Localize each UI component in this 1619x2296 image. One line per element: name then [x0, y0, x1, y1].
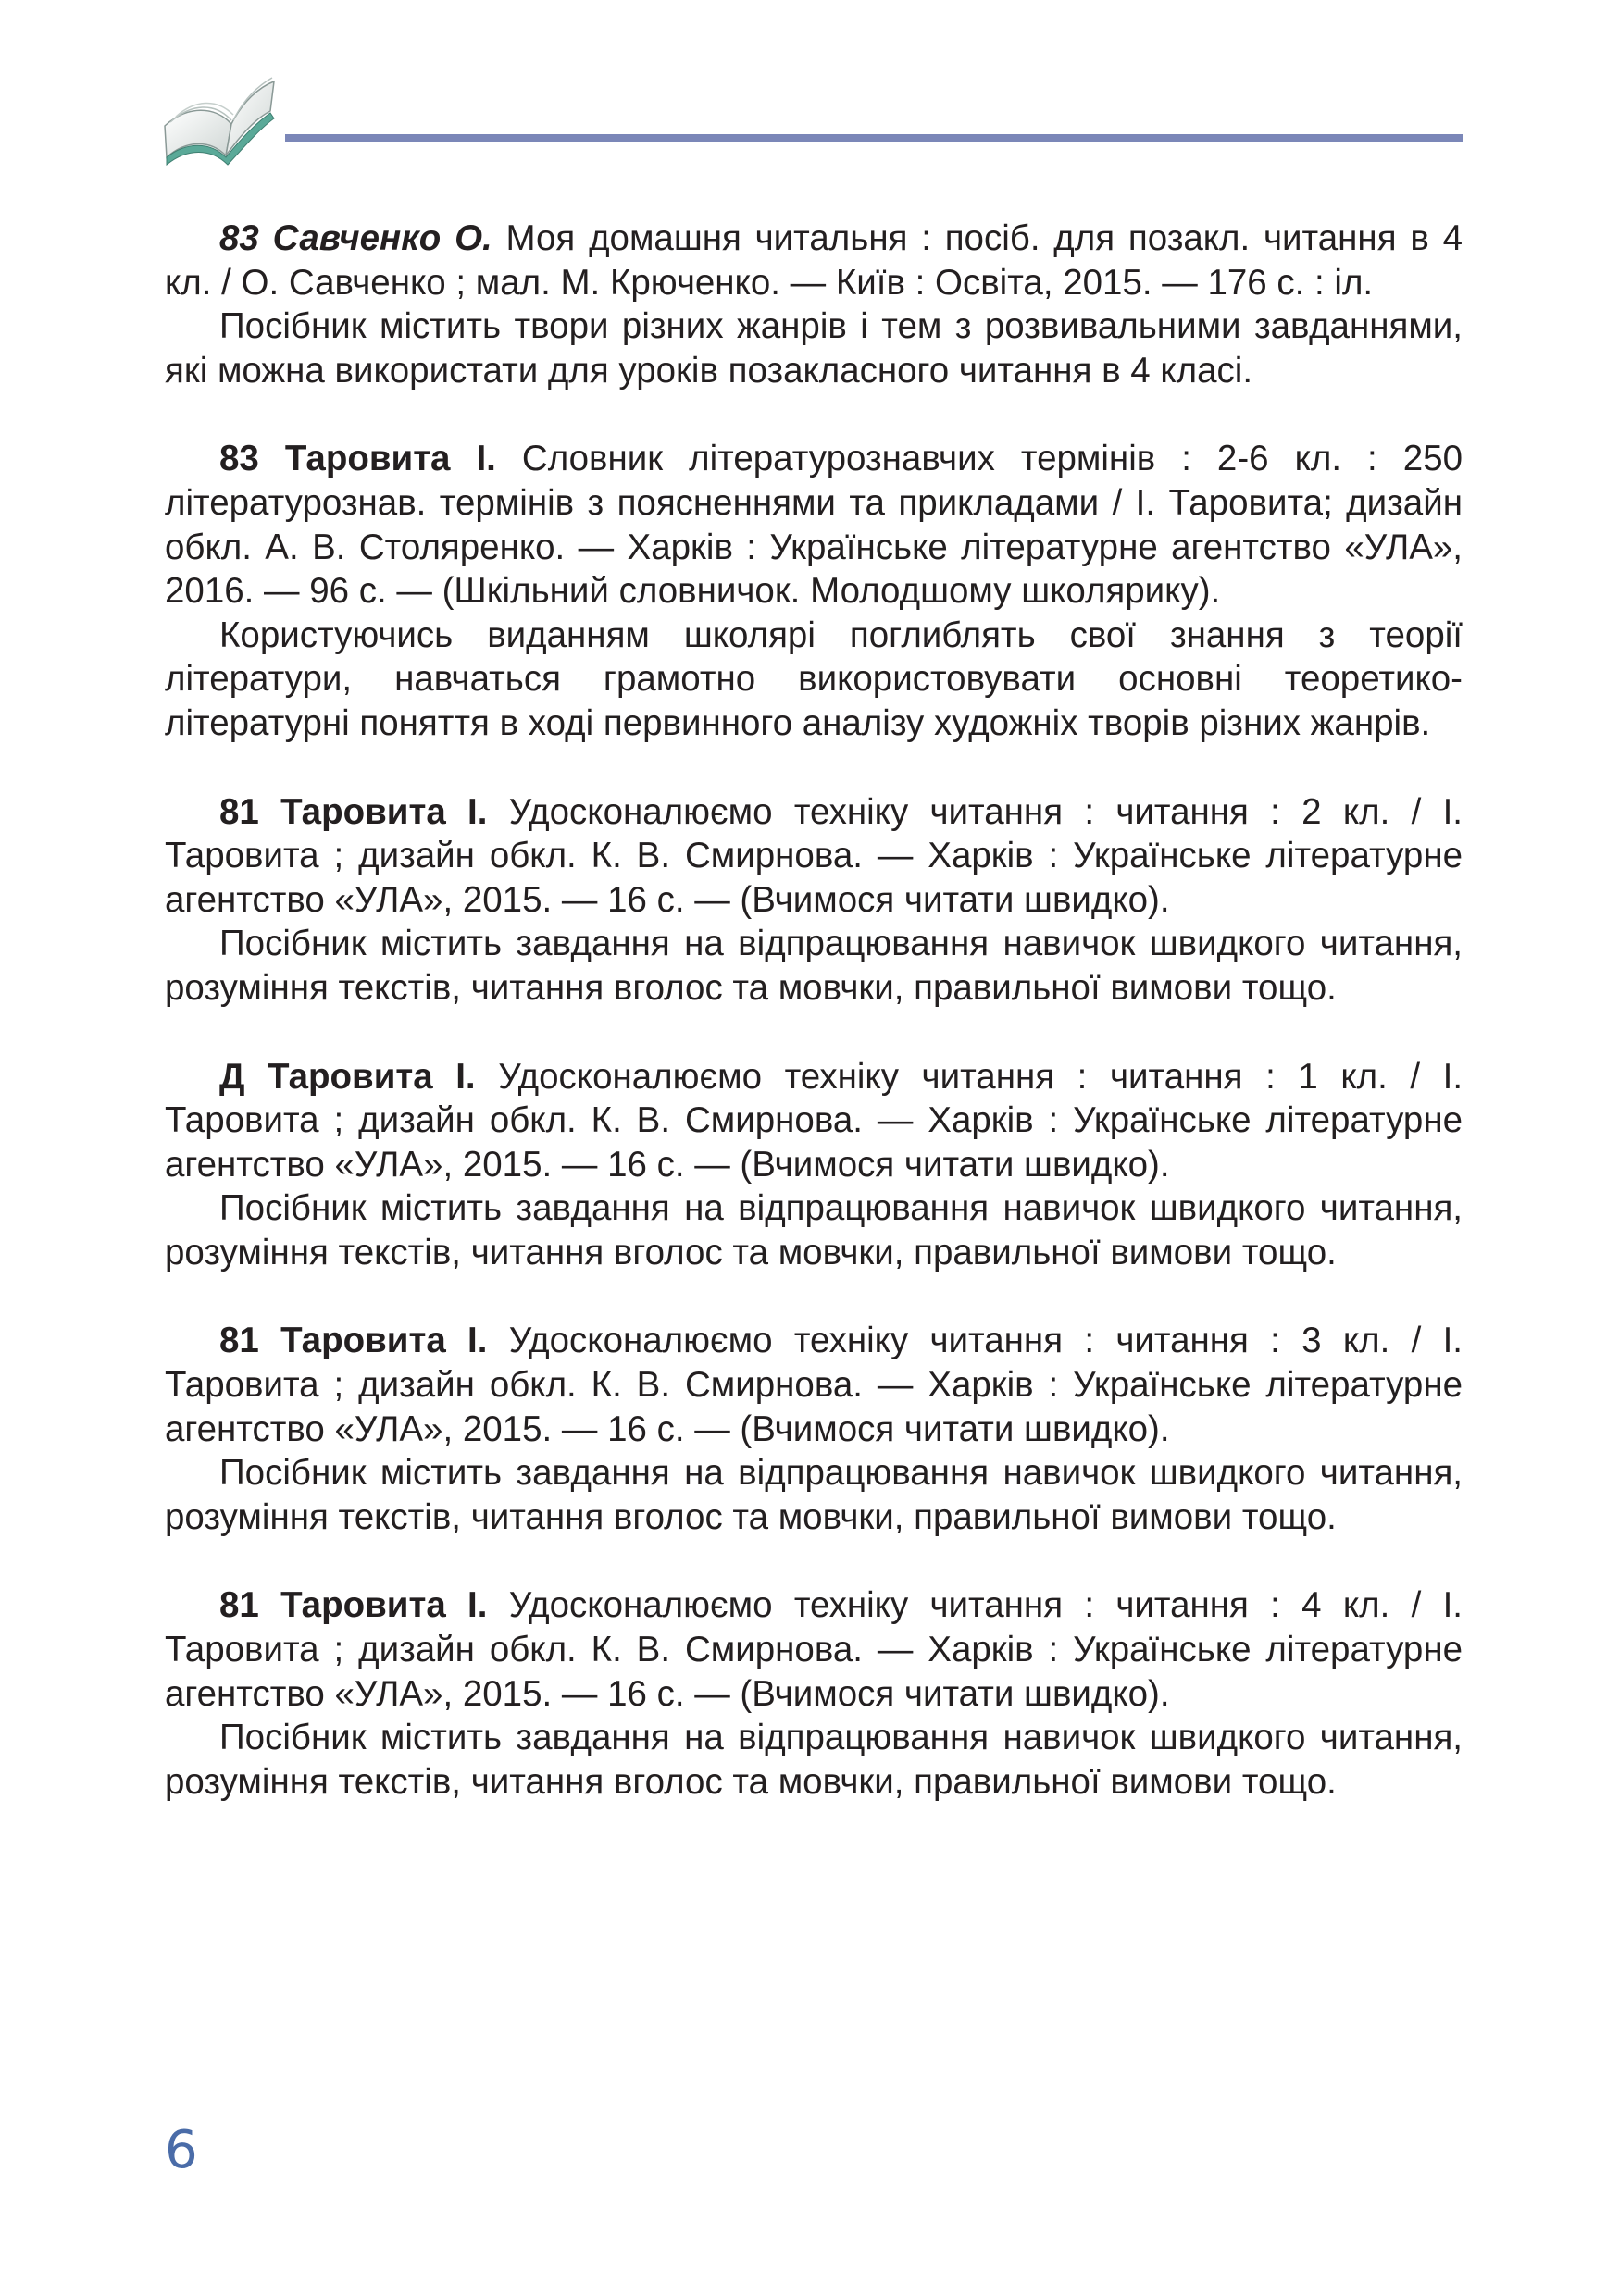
entry-author: Таровита І.: [280, 1585, 488, 1626]
entry-citation-text: Удосконалюємо техніку читання : читання : 4 кл. / І. Таровита ; дизайн обкл. К. В. Смирнова. — Харків : Українське літературне агентство «УЛА», 2015. — 16 с. — (Вчимося читати швидко).: [165, 1585, 1463, 1714]
bibliography-entry: [165, 437, 1463, 745]
entry-citation-text: Удосконалюємо техніку читання : читання : 2 кл. / І. Таровита ; дизайн обкл. К. В. Смирнова. — Харків : Українське літературне агентство «УЛА», 2015. — 16 с. — (Вчимося читати швидко).: [165, 791, 1463, 920]
entry-code: 83: [219, 218, 259, 258]
bibliography-entry: [165, 1055, 1463, 1275]
entry-code: 81: [219, 1585, 259, 1626]
entry-author: Савченко О.: [272, 218, 492, 258]
entry-citation: [165, 1319, 1463, 1451]
entry-citation-text: Удосконалюємо техніку читання : читання : 3 кл. / І. Таровита ; дизайн обкл. К. В. Смирнова. — Харків : Українське літературне агентство «УЛА», 2015. — 16 с. — (Вчимося читати швидко).: [165, 1321, 1463, 1449]
entry-annotation: Посібник містить завдання на відпрацювання навичок швидкого читання, розуміння текстів, читання вголос та мовчки, правильної вимови тощо.: [165, 1453, 1463, 1537]
entry-annotation: Посібник містить твори різних жанрів і тем з розвивальними завданнями, які можна використати для уроків позакласного читання в 4 класі.: [165, 306, 1463, 391]
entry-annotation: Посібник містить завдання на відпрацювання навичок швидкого читання, розуміння текстів, читання вголос та мовчки, правильної вимови тощо.: [165, 924, 1463, 1008]
entry-citation-text: Словник літературознавчих термінів : 2-6 кл. : 250 літературознав. термінів з поясненнями та прикладами / І. Таровита; дизайн обкл. А. В. Столяренко. — Харків : Українське літературне агентство «УЛА», 2016. — 96 с. — (Шкільний словничок. Молодшому школярику).: [165, 439, 1463, 612]
bibliography-entry: [165, 1583, 1463, 1804]
entry-annotation: Посібник містить завдання на відпрацювання навичок швидкого читання, розуміння текстів, читання вголос та мовчки, правильної вимови тощо.: [165, 1718, 1463, 1802]
entry-code: Д: [219, 1056, 245, 1097]
entry-citation: [165, 437, 1463, 613]
entry-author: Таровита І.: [284, 439, 496, 479]
bibliography-entry: [165, 217, 1463, 392]
entry-code: 83: [219, 439, 259, 479]
entry-annotation: Користуючись виданням школярі поглиблять свої знання з теорії літератури, навчаться грамотно використовувати основні теоретико-літературні поняття в ході первинного аналізу художніх творів різних жанрів.: [165, 614, 1463, 743]
entry-annotation: Посібник містить завдання на відпрацювання навичок швидкого читання, розуміння текстів, читання вголос та мовчки, правильної вимови тощо.: [165, 1188, 1463, 1272]
bibliography-list: [165, 217, 1463, 1848]
page-number: 6: [165, 2120, 198, 2180]
entry-citation: [165, 217, 1463, 304]
entry-citation-text: Удосконалюємо техніку читання : читання : 1 кл. / І. Таровита ; дизайн обкл. К. В. Смирнова. — Харків : Українське літературне агентство «УЛА», 2015. — 16 с. — (Вчимося читати швидко).: [165, 1056, 1463, 1185]
entry-citation: [165, 1055, 1463, 1187]
header-rule: [285, 134, 1463, 142]
entry-author: Таровита І.: [280, 791, 488, 832]
entry-citation: [165, 1583, 1463, 1716]
entry-author: Таровита І.: [268, 1056, 476, 1097]
bibliography-entry: [165, 790, 1463, 1011]
entry-code: 81: [219, 791, 259, 832]
entry-code: 81: [219, 1321, 259, 1361]
entry-author: Таровита І.: [280, 1321, 488, 1361]
entry-citation: [165, 790, 1463, 923]
bibliography-entry: [165, 1319, 1463, 1539]
open-book-icon: [159, 68, 280, 172]
entry-citation-text: Моя домашня читальня : посіб. для позакл. читання в 4 кл. / О. Савченко ; мал. М. Крюченко. — Київ : Освіта, 2015. — 176 с. : іл.: [165, 218, 1463, 303]
